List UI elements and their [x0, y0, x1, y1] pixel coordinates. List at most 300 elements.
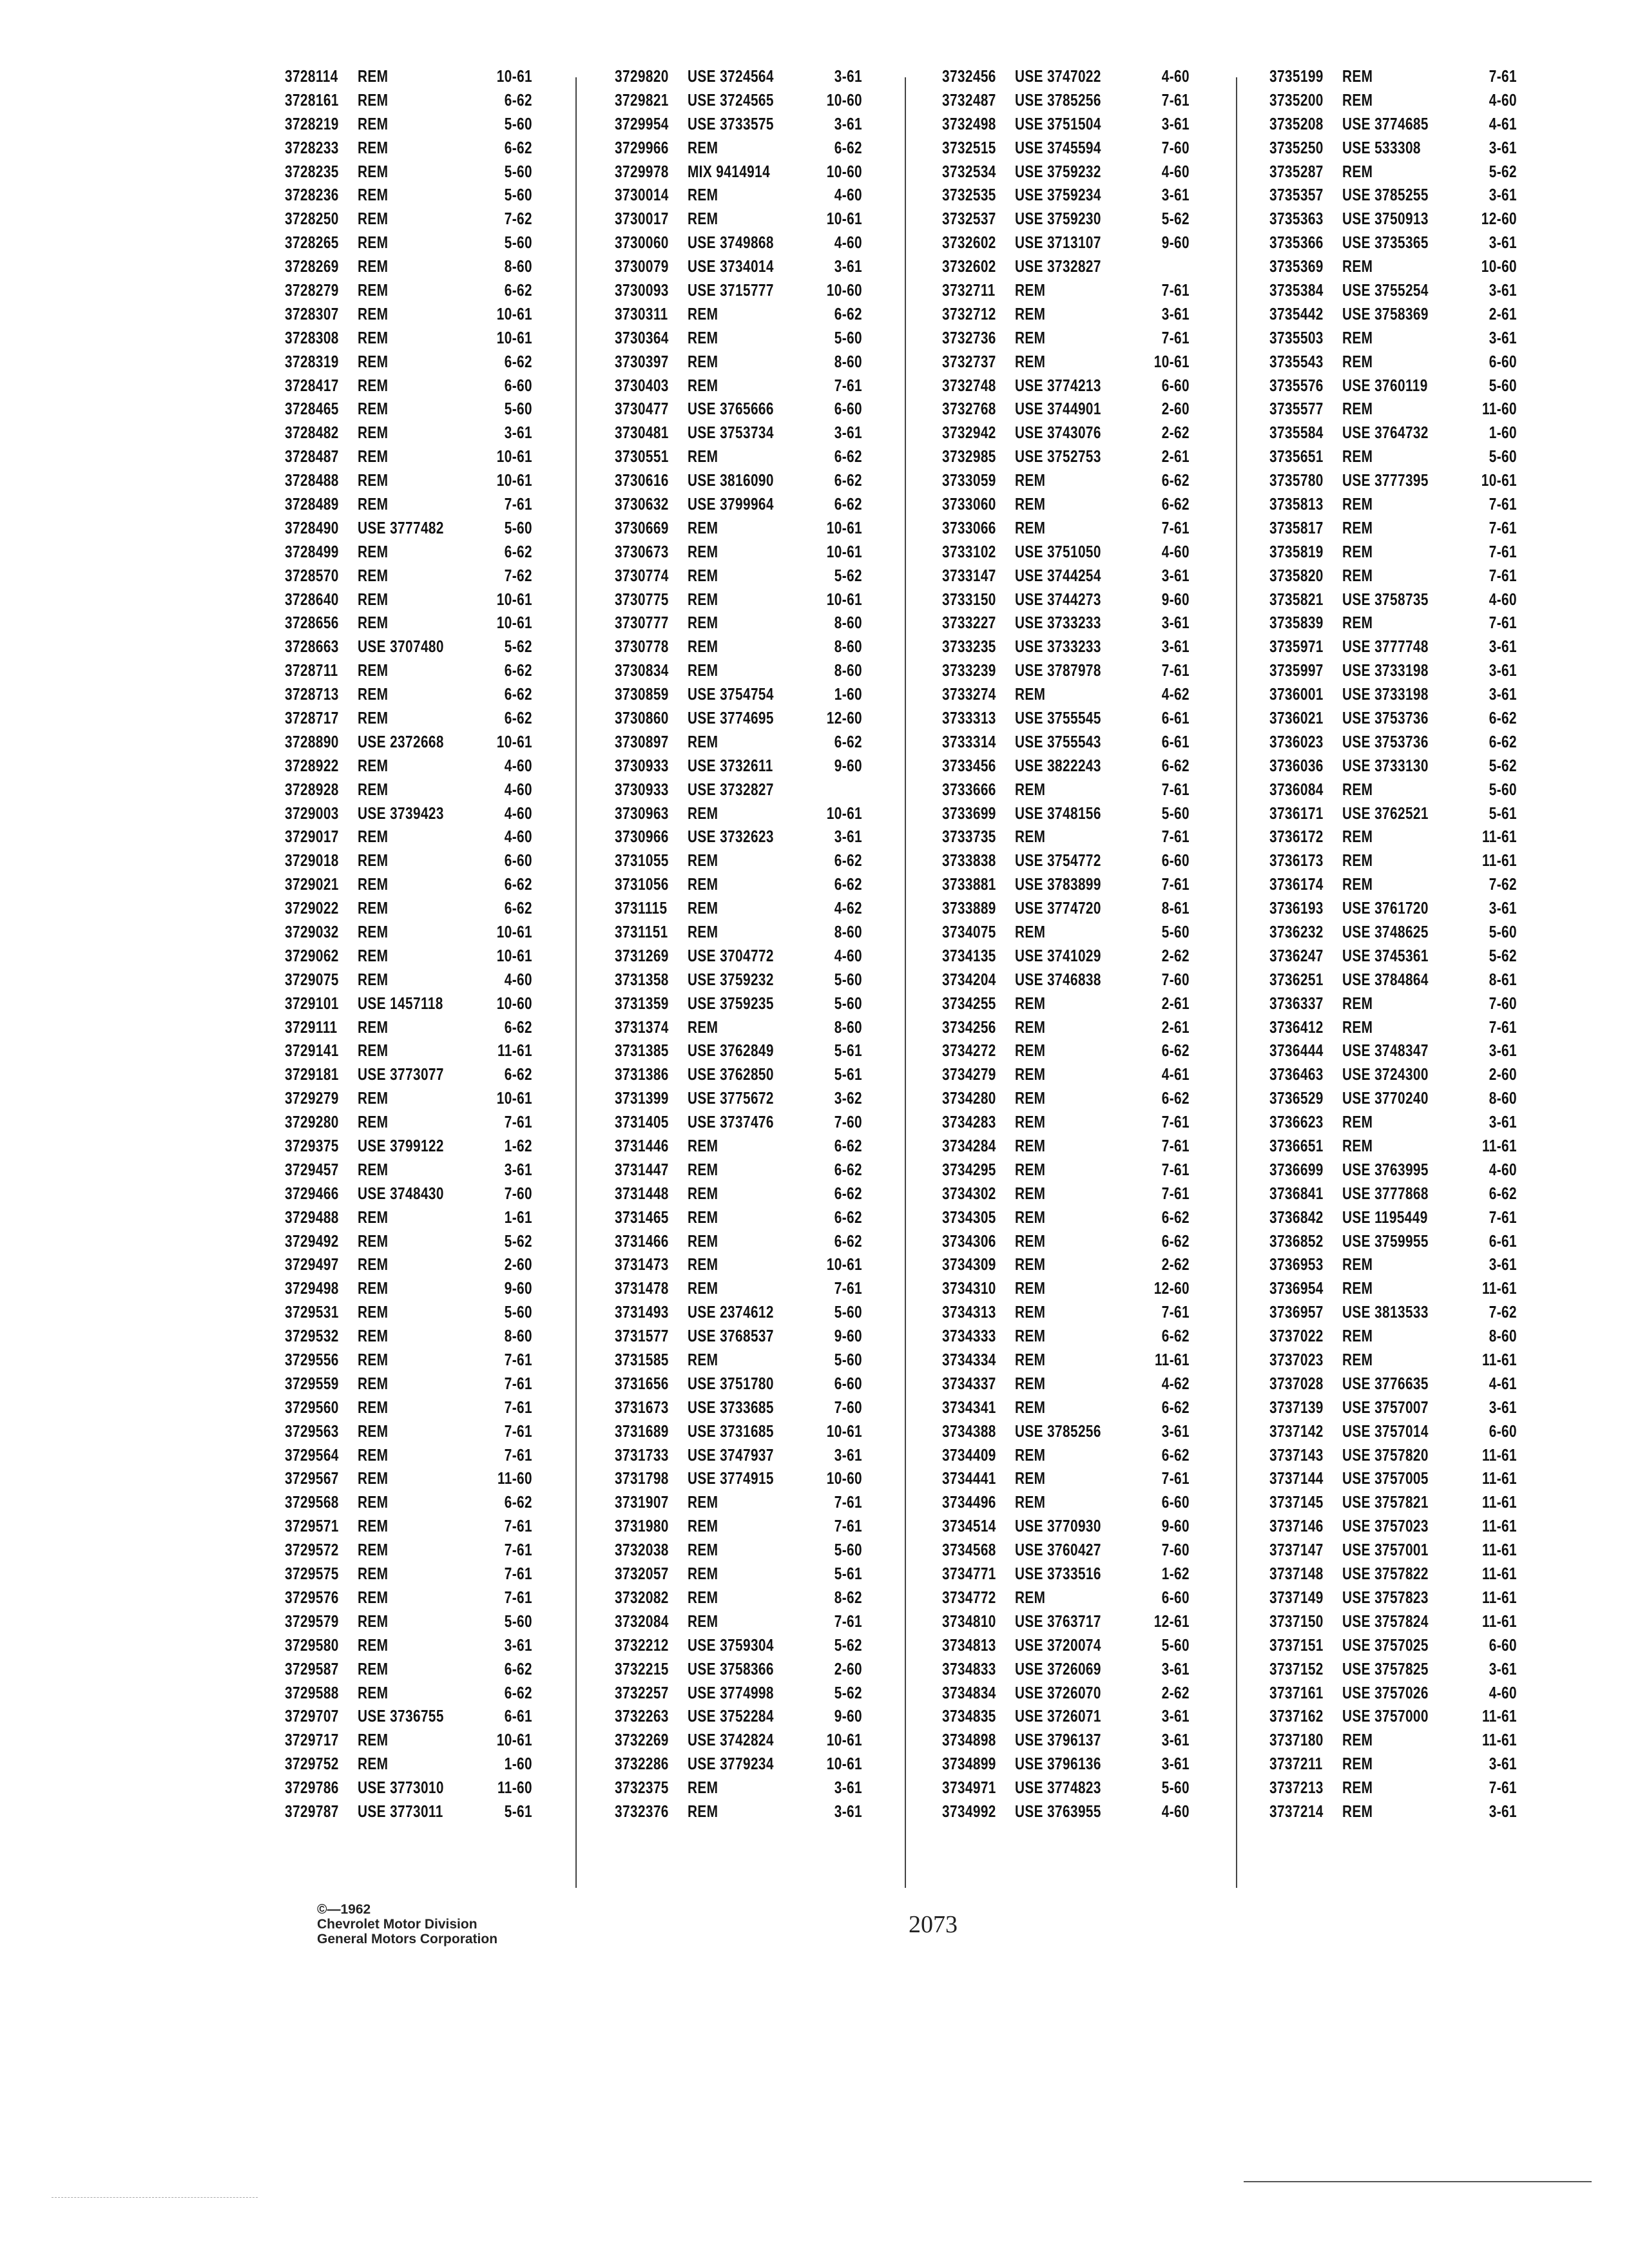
- part-action: REM: [1342, 850, 1373, 870]
- part-date: 6-62: [834, 874, 862, 894]
- part-number: 3730778: [615, 637, 669, 657]
- part-entry: [942, 183, 1190, 207]
- part-entry: [285, 1538, 532, 1562]
- part-action: USE 3774213: [1014, 375, 1101, 395]
- part-date: 6-61: [1161, 707, 1190, 727]
- part-action: USE 3768537: [687, 1326, 774, 1346]
- part-date: 5-60: [504, 185, 532, 205]
- part-number: 3734835: [942, 1706, 996, 1726]
- part-date: 6-62: [834, 731, 862, 751]
- part-action: USE 3750913: [1342, 209, 1429, 229]
- part-number: 3728570: [285, 565, 339, 585]
- part-action: USE 3755545: [1014, 707, 1101, 727]
- part-action: REM: [357, 541, 389, 561]
- part-number: 3732257: [615, 1682, 669, 1702]
- part-date: 6-60: [1161, 375, 1190, 395]
- part-entry: [1269, 1062, 1517, 1086]
- part-number: 3728465: [285, 399, 339, 419]
- part-date: 7-61: [504, 1445, 532, 1465]
- part-action: REM: [1342, 613, 1373, 633]
- part-date: 6-62: [1161, 1231, 1190, 1251]
- part-entry: [615, 825, 862, 849]
- part-number: 3734272: [942, 1041, 996, 1061]
- part-date: 10-61: [826, 1754, 862, 1774]
- part-action: REM: [1014, 1136, 1046, 1156]
- part-number: 3732537: [942, 209, 996, 229]
- part-action: USE 3752284: [687, 1706, 774, 1726]
- part-date: 6-62: [1489, 1183, 1517, 1203]
- part-entry: [942, 278, 1190, 302]
- part-number: 3736036: [1269, 755, 1324, 775]
- part-date: 6-62: [504, 280, 532, 300]
- part-number: 3728114: [285, 66, 338, 86]
- part-action: USE 3775672: [687, 1088, 774, 1108]
- part-number: 3728487: [285, 447, 339, 466]
- part-number: 3737143: [1269, 1445, 1324, 1465]
- part-date: 3-61: [504, 1635, 532, 1655]
- part-date: 3-61: [1489, 233, 1517, 253]
- part-number: 3734771: [942, 1564, 996, 1584]
- part-entry: [1269, 802, 1517, 825]
- part-number: 3729563: [285, 1421, 339, 1441]
- part-action: REM: [687, 1801, 718, 1821]
- part-date: 2-62: [1161, 1254, 1190, 1274]
- part-number: 3728922: [285, 755, 339, 775]
- part-action: USE 3759235: [687, 993, 774, 1013]
- part-number: 3734568: [942, 1540, 996, 1560]
- part-number: 3731466: [615, 1231, 669, 1251]
- part-number: 3730017: [615, 209, 669, 229]
- part-action: REM: [687, 1587, 718, 1607]
- part-number: 3729567: [285, 1468, 339, 1488]
- part-date: 7-61: [1489, 1017, 1517, 1037]
- part-number: 3729457: [285, 1159, 339, 1179]
- part-action: USE 3732827: [1014, 256, 1101, 276]
- part-entry: [942, 920, 1190, 944]
- part-entry: [285, 1229, 532, 1253]
- part-entry: [942, 1490, 1190, 1514]
- part-action: USE 3796136: [1014, 1754, 1101, 1774]
- part-number: 3735503: [1269, 327, 1324, 347]
- part-number: 3732737: [942, 351, 996, 371]
- part-number: 3734313: [942, 1302, 996, 1322]
- part-number: 3729018: [285, 850, 339, 870]
- part-date: 7-60: [1161, 969, 1190, 989]
- part-date: 9-60: [1161, 589, 1190, 609]
- part-date: 10-61: [826, 803, 862, 823]
- part-entry: [615, 588, 862, 611]
- part-entry: [285, 1372, 532, 1396]
- part-entry: [1269, 968, 1517, 992]
- part-action: REM: [687, 1516, 718, 1536]
- part-date: 12-61: [1153, 1611, 1190, 1631]
- part-action: REM: [1342, 399, 1373, 419]
- part-entry: [285, 516, 532, 540]
- part-number: 3731656: [615, 1373, 669, 1393]
- part-number: 3731673: [615, 1397, 669, 1417]
- part-number: 3735817: [1269, 517, 1324, 537]
- part-date: 5-62: [834, 565, 862, 585]
- part-date: 7-61: [1161, 1468, 1190, 1488]
- part-number: 3733838: [942, 850, 996, 870]
- part-date: 4-60: [504, 803, 532, 823]
- part-action: USE 3785256: [1014, 1421, 1101, 1441]
- part-entry: [942, 112, 1190, 136]
- part-date: 5-61: [1489, 803, 1517, 823]
- part-action: REM: [687, 1159, 718, 1179]
- part-action: REM: [357, 375, 389, 395]
- part-action: REM: [1342, 565, 1373, 585]
- part-date: 5-60: [834, 969, 862, 989]
- part-number: 3732534: [942, 161, 996, 181]
- part-action: USE 3758366: [687, 1658, 774, 1678]
- part-action: REM: [687, 1207, 718, 1227]
- part-number: 3736251: [1269, 969, 1324, 989]
- part-number: 3736337: [1269, 993, 1324, 1013]
- part-action: REM: [1342, 1017, 1373, 1037]
- part-entry: [942, 802, 1190, 825]
- part-date: 5-61: [834, 1041, 862, 1061]
- part-date: 6-62: [834, 447, 862, 466]
- part-date: 8-60: [834, 1017, 862, 1037]
- part-action: USE 3749868: [687, 233, 774, 253]
- part-number: 3728663: [285, 637, 339, 657]
- part-date: 3-61: [504, 1159, 532, 1179]
- part-number: 3730860: [615, 707, 669, 727]
- part-date: 5-61: [504, 1801, 532, 1821]
- part-number: 3736084: [1269, 779, 1324, 799]
- part-number: 3729571: [285, 1516, 339, 1536]
- part-action: USE 3762850: [687, 1064, 774, 1084]
- part-action: USE 3724565: [687, 90, 774, 110]
- part-entry: [1269, 492, 1517, 516]
- part-action: REM: [687, 613, 718, 633]
- part-action: REM: [357, 1326, 389, 1346]
- part-date: 7-61: [1489, 66, 1517, 86]
- part-date: 5-60: [504, 233, 532, 253]
- part-number: 3736842: [1269, 1207, 1324, 1227]
- part-number: 3731399: [615, 1088, 669, 1108]
- part-number: 3737180: [1269, 1730, 1324, 1750]
- part-number: 3733147: [942, 565, 996, 585]
- part-entry: [615, 992, 862, 1015]
- part-date: 6-62: [834, 1231, 862, 1251]
- part-number: 3729707: [285, 1706, 339, 1726]
- part-number: 3734772: [942, 1587, 996, 1607]
- part-action: REM: [687, 517, 718, 537]
- part-number: 3736852: [1269, 1231, 1324, 1251]
- part-date: 6-62: [1161, 470, 1190, 490]
- part-date: 3-61: [1161, 1706, 1190, 1726]
- part-entry: [285, 1490, 532, 1514]
- part-number: 3729821: [615, 90, 669, 110]
- part-number: 3730364: [615, 327, 669, 347]
- part-number: 3735997: [1269, 660, 1324, 680]
- part-action: REM: [1014, 1207, 1046, 1227]
- part-entry: [942, 564, 1190, 588]
- part-date: 2-62: [1161, 945, 1190, 965]
- part-date: 7-62: [504, 209, 532, 229]
- part-date: 10-60: [826, 280, 862, 300]
- part-number: 3734514: [942, 1516, 996, 1536]
- part-action: USE 2374612: [687, 1302, 774, 1322]
- part-action: REM: [687, 1350, 718, 1370]
- part-action: USE 3755543: [1014, 731, 1101, 751]
- part-action: REM: [357, 1373, 389, 1393]
- part-entry: [615, 1514, 862, 1538]
- part-date: 10-61: [826, 1730, 862, 1750]
- part-number: 3730397: [615, 351, 669, 371]
- part-entry: [942, 1206, 1190, 1229]
- part-entry: [615, 516, 862, 540]
- part-date: 7-61: [1161, 1159, 1190, 1179]
- part-date: 1-62: [1161, 1564, 1190, 1584]
- part-date: 10-61: [496, 613, 532, 633]
- part-entry: [285, 1514, 532, 1538]
- part-entry: [285, 564, 532, 588]
- part-action: USE 3704772: [687, 945, 774, 965]
- part-action: REM: [357, 850, 389, 870]
- part-date: 7-61: [1489, 494, 1517, 514]
- part-action: REM: [357, 113, 389, 133]
- part-entry: [615, 872, 862, 896]
- part-action: REM: [357, 1278, 389, 1298]
- part-date: 11-61: [1481, 1445, 1517, 1465]
- part-date: 7-62: [1489, 1302, 1517, 1322]
- part-action: REM: [357, 1492, 389, 1512]
- part-number: 3730897: [615, 731, 669, 751]
- publisher-division: Chevrolet Motor Division: [317, 1917, 477, 1932]
- part-entry: [942, 1158, 1190, 1182]
- part-entry: [615, 1586, 862, 1610]
- part-date: 4-61: [1489, 113, 1517, 133]
- part-action: REM: [1342, 90, 1373, 110]
- part-action: REM: [1014, 1397, 1046, 1417]
- part-date: 9-60: [834, 1706, 862, 1726]
- part-number: 3735820: [1269, 565, 1324, 585]
- part-date: 2-61: [1161, 993, 1190, 1013]
- part-action: USE 3732623: [687, 827, 774, 847]
- part-number: 3733235: [942, 637, 996, 657]
- part-action: USE 3733233: [1014, 613, 1101, 633]
- part-action: REM: [357, 1302, 389, 1322]
- part-number: 3734305: [942, 1207, 996, 1227]
- part-action: REM: [1014, 1088, 1046, 1108]
- part-action: REM: [1342, 351, 1373, 371]
- part-entry: [285, 1134, 532, 1158]
- part-number: 3733274: [942, 684, 996, 704]
- part-entry: [615, 397, 862, 421]
- part-number: 3730477: [615, 399, 669, 419]
- part-entry: [285, 1419, 532, 1443]
- part-date: 6-62: [834, 850, 862, 870]
- part-number: 3733889: [942, 898, 996, 918]
- part-number: 3732535: [942, 185, 996, 205]
- part-entry: [1269, 1276, 1517, 1300]
- part-number: 3733699: [942, 803, 996, 823]
- part-number: 3731448: [615, 1183, 669, 1203]
- part-number: 3729492: [285, 1231, 339, 1251]
- column-divider: [1236, 77, 1237, 1888]
- part-number: 3735543: [1269, 351, 1324, 371]
- part-date: 11-61: [1481, 1730, 1517, 1750]
- part-number: 3736651: [1269, 1136, 1324, 1156]
- part-entry: [285, 754, 532, 778]
- part-entry: [285, 183, 532, 207]
- part-action: REM: [1014, 517, 1046, 537]
- part-date: 7-61: [504, 1540, 532, 1560]
- part-action: REM: [1342, 1112, 1373, 1132]
- part-action: REM: [687, 541, 718, 561]
- part-number: 3736232: [1269, 922, 1324, 941]
- part-date: 1-61: [504, 1207, 532, 1227]
- part-number: 3731980: [615, 1516, 669, 1536]
- part-date: 10-60: [1481, 256, 1517, 276]
- part-date: 6-60: [504, 850, 532, 870]
- part-entry: [615, 1610, 862, 1633]
- part-number: 3729181: [285, 1064, 339, 1084]
- part-action: USE 3783899: [1014, 874, 1101, 894]
- part-action: REM: [1014, 779, 1046, 799]
- part-number: 3734204: [942, 969, 996, 989]
- part-action: USE 3777868: [1342, 1183, 1429, 1203]
- part-date: 10-61: [496, 589, 532, 609]
- part-number: 3731055: [615, 850, 669, 870]
- part-action: USE 3751050: [1014, 541, 1101, 561]
- part-number: 3732038: [615, 1540, 669, 1560]
- part-entry: [1269, 1728, 1517, 1752]
- part-entry: [615, 944, 862, 968]
- part-number: 3731446: [615, 1136, 669, 1156]
- part-entry: [1269, 682, 1517, 706]
- part-number: 3728233: [285, 137, 339, 157]
- part-number: 3731056: [615, 874, 669, 894]
- part-entry: [615, 1300, 862, 1324]
- part-number: 3730933: [615, 755, 669, 775]
- part-date: 4-60: [1161, 161, 1190, 181]
- part-action: USE 3757825: [1342, 1658, 1429, 1678]
- part-entry: [285, 706, 532, 730]
- part-action: REM: [1014, 1373, 1046, 1393]
- part-number: 3735971: [1269, 637, 1324, 657]
- part-entry: [615, 1681, 862, 1705]
- part-action: USE 3757025: [1342, 1635, 1429, 1655]
- part-date: 10-61: [496, 470, 532, 490]
- part-number: 3735651: [1269, 447, 1324, 466]
- part-action: REM: [687, 898, 718, 918]
- part-action: USE 3774720: [1014, 898, 1101, 918]
- part-entry: [285, 1253, 532, 1277]
- part-entry: [285, 920, 532, 944]
- part-number: 3737147: [1269, 1540, 1324, 1560]
- part-date: 1-62: [504, 1136, 532, 1156]
- part-action: REM: [687, 447, 718, 466]
- part-entry: [285, 207, 532, 231]
- part-number: 3730775: [615, 589, 669, 609]
- part-action: USE 3770240: [1342, 1088, 1429, 1108]
- part-number: 3737151: [1269, 1635, 1324, 1655]
- part-number: 3729575: [285, 1564, 339, 1584]
- part-entry: [1269, 207, 1517, 231]
- part-number: 3730933: [615, 779, 669, 799]
- part-entry: [1269, 374, 1517, 398]
- part-date: 3-61: [834, 113, 862, 133]
- part-number: 3728265: [285, 233, 339, 253]
- part-action: REM: [357, 1421, 389, 1441]
- part-date: 4-60: [1161, 541, 1190, 561]
- part-entry: [942, 421, 1190, 445]
- part-date: 3-61: [834, 827, 862, 847]
- part-number: 3731359: [615, 993, 669, 1013]
- part-action: REM: [1014, 1231, 1046, 1251]
- part-entry: [942, 1324, 1190, 1348]
- part-date: 10-61: [826, 1254, 862, 1274]
- part-entry: [942, 1372, 1190, 1396]
- part-entry: [285, 682, 532, 706]
- part-action: REM: [1014, 1492, 1046, 1512]
- part-number: 3734834: [942, 1682, 996, 1702]
- part-date: 6-62: [834, 1183, 862, 1203]
- part-action: REM: [357, 1516, 389, 1536]
- parts-column-1: [285, 64, 594, 1823]
- part-number: 3729576: [285, 1587, 339, 1607]
- part-number: 3737139: [1269, 1397, 1324, 1417]
- part-action: REM: [357, 613, 389, 633]
- part-entry: [942, 255, 1190, 278]
- part-date: 6-60: [1489, 1635, 1517, 1655]
- part-entry: [615, 1800, 862, 1823]
- part-number: 3737145: [1269, 1492, 1324, 1512]
- part-action: REM: [1342, 327, 1373, 347]
- part-entry: [285, 1704, 532, 1728]
- part-date: 10-60: [826, 161, 862, 181]
- part-entry: [1269, 1206, 1517, 1229]
- part-number: 3736001: [1269, 684, 1324, 704]
- part-date: 10-61: [496, 945, 532, 965]
- part-action: USE 3731685: [687, 1421, 774, 1441]
- part-number: 3736841: [1269, 1183, 1324, 1203]
- part-date: 11-61: [1481, 1136, 1517, 1156]
- part-entry: [615, 350, 862, 374]
- part-entry: [285, 802, 532, 825]
- part-entry: [285, 1158, 532, 1182]
- part-number: 3729279: [285, 1088, 339, 1108]
- part-date: 6-62: [1489, 731, 1517, 751]
- part-number: 3731374: [615, 1017, 669, 1037]
- part-action: REM: [687, 1540, 718, 1560]
- part-entry: [1269, 231, 1517, 255]
- part-action: USE 3774685: [1342, 113, 1429, 133]
- part-action: USE 3759230: [1014, 209, 1101, 229]
- part-action: REM: [1342, 447, 1373, 466]
- part-action: USE 3742824: [687, 1730, 774, 1750]
- part-entry: [615, 468, 862, 492]
- part-date: 8-60: [834, 660, 862, 680]
- part-action: REM: [357, 1658, 389, 1678]
- part-date: 7-61: [834, 1278, 862, 1298]
- part-entry: [942, 468, 1190, 492]
- part-entry: [1269, 1776, 1517, 1800]
- part-date: 10-61: [826, 589, 862, 609]
- part-number: 3728250: [285, 209, 339, 229]
- part-date: 6-62: [504, 1492, 532, 1512]
- part-action: REM: [1014, 1159, 1046, 1179]
- part-entry: [942, 825, 1190, 849]
- part-date: 3-61: [1489, 684, 1517, 704]
- part-action: USE 3764732: [1342, 423, 1429, 443]
- part-number: 3729556: [285, 1350, 339, 1370]
- part-number: 3730673: [615, 541, 669, 561]
